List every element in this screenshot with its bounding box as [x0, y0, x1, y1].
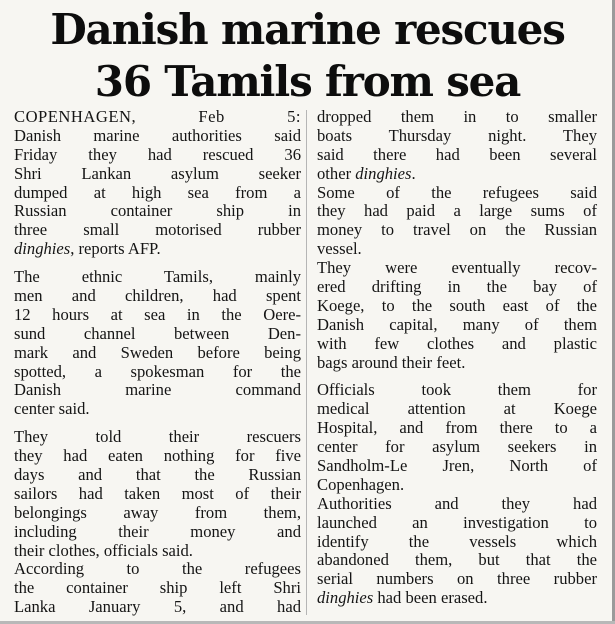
text-line: with few clothes and plastic — [317, 333, 597, 353]
text-line: Danish marine authorities said — [14, 125, 301, 145]
article-column-left — [14, 108, 301, 617]
article-column-right — [317, 108, 597, 608]
text-line: days and that the Russian — [14, 465, 301, 485]
text-line: Shri Lankan asylum seeker — [14, 163, 301, 183]
text-line: The ethnic Tamils, mainly — [14, 267, 301, 287]
text-line: boats Thursday night. They — [317, 125, 597, 145]
text-line: sund channel between Den- — [14, 323, 301, 343]
text-line: ered drifting in the bay of — [317, 277, 597, 297]
headline — [0, 4, 615, 108]
text-line: According to the refugees — [14, 559, 301, 579]
text-line: including their money and — [14, 521, 301, 541]
text-line: They told their rescuers — [14, 427, 301, 447]
text-line: Authorities and they had — [317, 493, 597, 513]
text-line: Hospital, and from there to a — [317, 418, 597, 438]
text-line: center said. — [14, 399, 90, 419]
text-line: mark and Sweden before being — [14, 342, 301, 362]
text-line: other dinghies. — [317, 163, 416, 183]
text-line: Danish capital, many of them — [317, 314, 597, 334]
text-line: said there had been several — [317, 144, 597, 164]
text-line: medical attention at Koege — [317, 399, 597, 419]
text-line: bags around their feet. — [317, 352, 466, 372]
text-line: They were eventually recov- — [317, 258, 597, 278]
text-line: center for asylum seekers in — [317, 437, 597, 457]
text-line: launched an investigation to — [317, 512, 597, 532]
text-line: three small motorised rubber — [14, 220, 301, 240]
text-line: abandoned them, but that the — [317, 550, 597, 570]
text-line: Copenhagen. — [317, 474, 405, 494]
text-line: dinghies had been erased. — [317, 588, 488, 608]
text-line: dropped them in to smaller — [317, 107, 597, 126]
text-line: the container ship left Shri — [14, 578, 301, 598]
text-line: serial numbers on three rubber — [317, 569, 597, 589]
text-line: belongings away from them, — [14, 502, 301, 522]
text-line: dinghies, reports AFP. — [14, 239, 161, 259]
text-line: men and children, had spent — [14, 286, 301, 306]
text-line: vessel. — [317, 239, 362, 259]
text-line: 12 hours at sea in the Oere- — [14, 304, 301, 324]
text-line: Officials took them for — [317, 380, 597, 400]
text-line: Some of the refugees said — [317, 182, 597, 202]
text-line: they had paid a large sums of — [317, 201, 597, 221]
headline-line-1: Danish marine rescues — [50, 5, 565, 54]
text-line: identify the vessels which — [317, 531, 597, 551]
text-line: Danish marine command — [14, 380, 301, 400]
text-line: Sandholm-Le Jren, North of — [317, 456, 597, 476]
text-line: Russian container ship in — [14, 201, 301, 221]
text-line: Lanka January 5, and had — [14, 597, 301, 617]
headline-line-2: 36 Tamils from sea — [94, 57, 521, 106]
text-line: Friday they had rescued 36 — [14, 144, 301, 164]
text-line: their clothes, officials said. — [14, 540, 193, 560]
text-line: COPENHAGEN, Feb 5: — [14, 107, 301, 126]
text-line: spotted, a spokesman for the — [14, 361, 301, 381]
text-line: they had eaten nothing for five — [14, 446, 301, 466]
text-line: dumped at high sea from a — [14, 182, 301, 202]
text-line: money to travel on the Russian — [317, 220, 597, 240]
text-line: sailors had taken most of their — [14, 483, 301, 503]
text-line: Koege, to the south east of the — [317, 295, 597, 315]
column-divider — [306, 110, 307, 615]
